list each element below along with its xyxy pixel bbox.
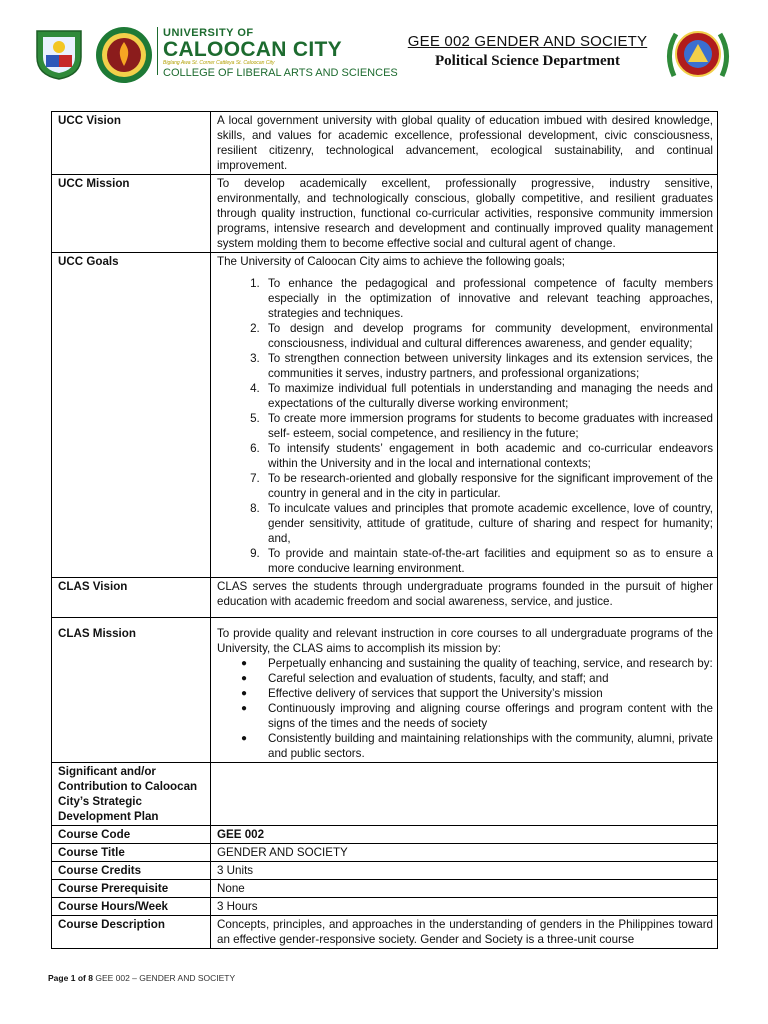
table-row	[52, 862, 718, 880]
row-label: UCC Goals	[52, 253, 211, 578]
syllabus-table	[51, 111, 718, 949]
list-item-text: Perpetually enhancing and sustaining the quality of teaching, service, and research by:	[268, 657, 713, 670]
row-label: Significant and/or Contribution to Caloocan City’s Strategic Development Plan	[52, 763, 211, 826]
ucc-goals-list	[217, 276, 713, 576]
clas-vision-text: CLAS serves the students through undergraduate programs founded in the pursuit of higher education with academic freedom and social awareness, service, and justice.	[211, 578, 718, 618]
row-label: Course Hours/Week	[52, 898, 211, 916]
table-row	[52, 916, 718, 949]
course-hours-value: 3 Hours	[211, 898, 718, 916]
list-item: 8. To inculcate values and principles that promote academic excellence, love of country, gender sensitivity, attitude of gratitude, culture of sharing and respect for humanity; and,	[263, 501, 713, 546]
list-item: 2. To design and develop programs for community development, environmental consciousness, individual and cultural differences awareness, and gender equality;	[263, 321, 713, 351]
bullet-icon: ●	[241, 703, 248, 714]
row-label: Course Credits	[52, 862, 211, 880]
bullet-icon: ●	[241, 688, 248, 699]
table-row	[52, 618, 718, 763]
bullet-icon: ●	[241, 733, 248, 744]
university-city-text: CALOOCAN CITY	[163, 38, 342, 61]
table-row	[52, 763, 718, 826]
table-row	[52, 880, 718, 898]
list-item-text: Effective delivery of services that support the University’s mission	[268, 687, 603, 700]
row-label: UCC Mission	[52, 175, 211, 253]
ucc-goals-cell	[211, 253, 718, 578]
ucc-goals-intro: The University of Caloocan City aims to achieve the following goals;	[217, 255, 565, 268]
bullet-icon: ●	[241, 658, 248, 669]
row-label: CLAS Vision	[52, 578, 211, 618]
ucc-seal-icon	[33, 27, 85, 81]
course-credits-value: 3 Units	[211, 862, 718, 880]
table-row	[52, 826, 718, 844]
course-description-text: Concepts, principles, and approaches in the understanding of genders in the Philippines toward an effective gender-responsive society. Gender and Society is a three-unit course	[211, 916, 718, 949]
university-of-text: UNIVERSITY OF	[163, 27, 254, 39]
list-item: 6. To intensify students’ engagement in both academic and co-curricular endeavors within the University and in the local and international contexts;	[263, 441, 713, 471]
row-label: Course Description	[52, 916, 211, 949]
footer-page-number: 1	[70, 973, 76, 983]
table-row	[52, 112, 718, 175]
footer-doc-name: GEE 002 – GENDER AND SOCIETY	[95, 973, 236, 983]
college-name: COLLEGE OF LIBERAL ARTS AND SCIENCES	[163, 67, 398, 79]
row-label: UCC Vision	[52, 112, 211, 175]
ucc-vision-text: A local government university with global quality of education imbued with desired knowledge, skills, and values for academic excellence, professional development, civic consciousness, resilient citizenry, technological advancement, ecological sustainability, and continual improvement.	[211, 112, 718, 175]
course-code-value: GEE 002	[211, 826, 718, 844]
list-item: 9. To provide and maintain state-of-the-art facilities and equipment so as to ensure a more conducive learning environment.	[263, 546, 713, 576]
list-item	[241, 701, 713, 731]
table-row	[52, 844, 718, 862]
clas-mission-intro: To provide quality and relevant instruction in core courses to all undergraduate programs of the University, the CLAS aims to accomplish its mission by:	[217, 627, 713, 655]
contribution-text	[211, 763, 718, 826]
table-row	[52, 898, 718, 916]
list-item-text: Continuously improving and aligning course offerings and program content with the signs of the times and the needs of society	[268, 702, 713, 730]
list-item	[241, 686, 713, 701]
course-heading	[400, 33, 655, 70]
university-name-block	[163, 27, 398, 79]
department-name: Political Science Department	[435, 53, 620, 69]
list-item	[241, 656, 713, 671]
row-label: Course Title	[52, 844, 211, 862]
row-label: CLAS Mission	[52, 618, 211, 763]
clas-mission-list	[217, 656, 713, 761]
ucc-mission-text: To develop academically excellent, professionally progressive, industry sensitive, environmentally, and technologically conscious, globally competitive, and resilient graduates through quality instruction, functional co-curricular activities, responsive community immersion programs, intensive research and development and continually improved quality management system molding them to become effective social and cultural agent of change.	[211, 175, 718, 253]
header-divider	[157, 27, 158, 75]
row-label: Course Prerequisite	[52, 880, 211, 898]
footer-page-word: Page	[48, 973, 69, 983]
row-label: Course Code	[52, 826, 211, 844]
list-item-text: Careful selection and evaluation of students, faculty, and staff; and	[268, 672, 609, 685]
list-item	[241, 731, 713, 761]
political-science-seal-icon	[664, 26, 732, 82]
page-header	[0, 0, 768, 100]
course-prerequisite-value: None	[211, 880, 718, 898]
table-row	[52, 175, 718, 253]
table-row	[52, 253, 718, 578]
footer-of-word: of	[77, 973, 86, 983]
course-heading-title: GEE 002 GENDER AND SOCIETY	[407, 33, 648, 50]
list-item	[241, 671, 713, 686]
list-item: 4. To maximize individual full potentials in understanding and managing the needs and expectations of the culturally diverse working environment;	[263, 381, 713, 411]
bullet-icon: ●	[241, 673, 248, 684]
list-item: 1. To enhance the pedagogical and professional competence of faculty members especially in the optimization of innovative and relevant teaching approaches, strategies and techniques.	[263, 276, 713, 321]
list-item: 3. To strengthen connection between university linkages and its extension services, the communities it serves, industry partners, and professional organizations;	[263, 351, 713, 381]
page-footer	[48, 973, 235, 983]
table-row	[52, 578, 718, 618]
clas-mission-cell	[211, 618, 718, 763]
clas-seal-icon	[95, 26, 153, 84]
footer-page-total: 8	[88, 973, 93, 983]
list-item: 5. To create more immersion programs for students to become graduates with increased self- esteem, social competence, and resiliency in the future;	[263, 411, 713, 441]
course-title-value: GENDER AND SOCIETY	[211, 844, 718, 862]
list-item: 7. To be research-oriented and globally responsive for the significant improvement of the country in general and in the city in particular.	[263, 471, 713, 501]
list-item-text: Consistently building and maintaining relationships with the community, alumni, private and public sectors.	[268, 732, 713, 760]
university-address: Biglang Awa St. Corner Cattleya St. Caloocan City	[163, 60, 275, 66]
